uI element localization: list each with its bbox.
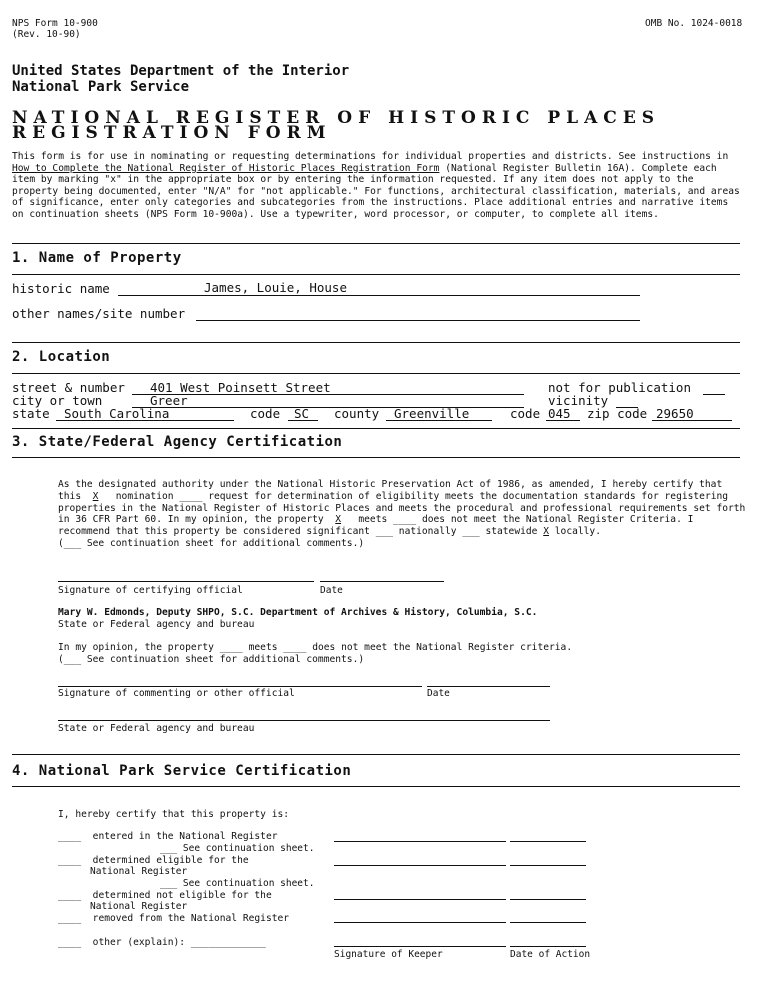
not-eligible-checkbox[interactable]: ____ xyxy=(58,890,82,901)
zip-value[interactable]: 29650 xyxy=(656,406,694,421)
not-for-publication-line xyxy=(703,394,725,395)
cert-paragraph-line4 xyxy=(58,514,718,526)
instructions-text-1: This form is for use in nominating or requesting determinations for individual properties and districts. See instructions in xyxy=(12,151,729,162)
form-revision: (Rev. 10-90) xyxy=(12,29,81,40)
action-date-line-1[interactable] xyxy=(510,841,586,842)
county-line xyxy=(386,420,492,421)
eligible-item-cont: National Register xyxy=(90,866,188,877)
divider xyxy=(12,373,740,374)
county-code-value[interactable]: 045 xyxy=(548,406,571,421)
nomination-mark[interactable]: X xyxy=(92,491,99,502)
bureau2-label: State or Federal agency and bureau xyxy=(58,723,255,734)
cert-paragraph-line3: properties in the National Register of Historic Places and meets the procedural and professional requirements set forth xyxy=(58,503,746,514)
other-checkbox[interactable]: ____ xyxy=(58,937,82,948)
street-label: street & number xyxy=(12,380,125,395)
cert-text: In my opinion, the property xyxy=(58,642,214,653)
cert-text: determined eligible for the xyxy=(92,855,249,866)
eligible-checkbox[interactable]: ____ xyxy=(58,855,82,866)
not-for-publication-label: not for publication xyxy=(548,380,691,395)
keeper-line-5[interactable] xyxy=(334,946,506,947)
form-title: NATIONAL REGISTER OF HISTORIC PLACES xyxy=(12,108,661,128)
state-label: state xyxy=(12,406,50,421)
nps-intro: I, hereby certify that this property is: xyxy=(58,809,290,820)
cert-text: other (explain): xyxy=(92,937,186,948)
cert-text: recommend that this property be considered significant xyxy=(58,526,370,537)
cert-text: See continuation sheet. xyxy=(182,843,315,854)
cert-text: does not meet the National Register Criteria. I xyxy=(421,514,694,525)
cert-text: meets xyxy=(248,642,278,653)
cert-text: does not meet the National Register criteria. xyxy=(312,642,573,653)
cert-text: determined not eligible for the xyxy=(92,890,272,901)
instructions xyxy=(12,151,742,221)
cert-text: in 36 CFR Part 60. In my opinion, the property xyxy=(58,514,324,525)
action-date-line-2[interactable] xyxy=(510,865,586,866)
form-number: NPS Form 10-900 xyxy=(12,18,98,29)
entered-continuation xyxy=(160,843,314,854)
cert-text: request for determination of eligibility meets the documentation standards for registering xyxy=(208,491,729,502)
other-names-label: other names/site number xyxy=(12,306,186,321)
bureau-label: State or Federal agency and bureau xyxy=(58,619,255,630)
cert-continuation-note: (___ See continuation sheet for additional comments.) xyxy=(58,538,365,549)
signature-label: Signature of certifying official xyxy=(58,585,243,596)
county-label: county xyxy=(334,406,380,421)
opinion-meets-mark[interactable]: ____ xyxy=(219,642,243,653)
divider xyxy=(12,457,740,458)
cert-text: nationally xyxy=(398,526,457,537)
street-value[interactable]: 401 West Poinsett Street xyxy=(150,380,331,395)
date-of-action-label: Date of Action xyxy=(510,949,591,960)
city-value[interactable]: Greer xyxy=(150,393,188,408)
historic-name-value[interactable]: James, Louie, House xyxy=(204,280,347,295)
divider xyxy=(12,274,740,275)
historic-name-line xyxy=(118,295,640,296)
cert-text: meets xyxy=(358,514,388,525)
state-code-label: code xyxy=(250,406,281,421)
county-value[interactable]: Greenville xyxy=(394,406,470,421)
county-code-line xyxy=(546,420,580,421)
locally-mark[interactable]: X xyxy=(543,526,549,537)
keeper-signature-label: Signature of Keeper xyxy=(334,949,443,960)
divider xyxy=(12,786,740,787)
section-3-heading: 3. State/Federal Agency Certification xyxy=(12,434,343,450)
entered-see-mark[interactable]: ___ xyxy=(160,843,178,854)
action-date-line-4[interactable] xyxy=(510,922,586,923)
county-code-label: code xyxy=(510,406,541,421)
entered-checkbox[interactable]: ____ xyxy=(58,831,82,842)
cert-paragraph-line2 xyxy=(58,491,729,503)
commenting-date-label: Date xyxy=(427,688,450,699)
instructions-text-2: (National Register Bulletin 16A). Complete each item by marking "x" in the appropriate box or by entering the information requested. If any item does not apply to the property being documented, enter "N/A" for "not applicable." For functions, architectural classification, materials, and areas of significance, enter only categories and subcategories from the instructions. Place additional entries and narrative items on continuation sheets (NPS Form 10-900a). Use a typewriter, word processor, or computer, to complete all items. xyxy=(12,162,740,220)
date-line[interactable] xyxy=(320,581,444,582)
certifying-official-name: Mary W. Edmonds, Deputy SHPO, S.C. Department of Archives & History, Columbia, S.C. xyxy=(58,607,538,618)
commenting-signature-line[interactable] xyxy=(58,686,422,687)
cert-text: entered in the National Register xyxy=(92,831,278,842)
cert-text: See continuation sheet. xyxy=(182,878,315,889)
divider xyxy=(12,243,740,244)
divider xyxy=(12,754,740,755)
section-1-heading: 1. Name of Property xyxy=(12,250,182,266)
action-date-line-3[interactable] xyxy=(510,899,586,900)
divider xyxy=(12,342,740,343)
request-mark[interactable]: ____ xyxy=(179,491,203,502)
statewide-mark[interactable]: ___ xyxy=(462,526,480,537)
street-line xyxy=(132,394,524,395)
keeper-line-2[interactable] xyxy=(334,865,506,866)
other-names-line xyxy=(196,320,640,321)
cert-text: locally. xyxy=(554,526,601,537)
cert-paragraph-line1: As the designated authority under the National Historic Preservation Act of 1986, as amended, I hereby certify that xyxy=(58,479,723,490)
zip-line xyxy=(652,420,732,421)
historic-name-label: historic name xyxy=(12,281,110,296)
zip-label: zip code xyxy=(587,406,648,421)
commenting-signature-label: Signature of commenting or other official xyxy=(58,688,295,699)
nationally-mark[interactable]: ___ xyxy=(375,526,394,537)
state-line xyxy=(56,420,234,421)
signature-line[interactable] xyxy=(58,581,314,582)
opinion-not-meet-mark[interactable]: ____ xyxy=(283,642,307,653)
form-subtitle: REGISTRATION FORM xyxy=(12,123,332,143)
state-code-value[interactable]: SC xyxy=(294,406,310,421)
opinion-line xyxy=(58,642,718,654)
cert-text: nomination xyxy=(115,491,174,502)
state-value[interactable]: South Carolina xyxy=(64,406,170,421)
agency-name: United States Department of the Interior xyxy=(12,63,350,79)
not-eligible-item-cont: National Register xyxy=(90,901,188,912)
date-label: Date xyxy=(320,585,343,596)
eligible-continuation xyxy=(160,878,314,889)
cert-text: removed from the National Register xyxy=(92,913,290,924)
commenting-date-line[interactable] xyxy=(427,686,550,687)
section-2-heading: 2. Location xyxy=(12,349,111,365)
removed-checkbox[interactable]: ____ xyxy=(58,913,82,924)
opinion-continuation-note: (___ See continuation sheet for additional comments.) xyxy=(58,654,365,665)
cert-text: this xyxy=(58,491,82,502)
cert-text: statewide xyxy=(485,526,538,537)
state-code-line xyxy=(288,420,318,421)
section-4-heading: 4. National Park Service Certification xyxy=(12,763,352,779)
divider xyxy=(12,428,740,429)
other-explain-field[interactable]: _____________ xyxy=(190,937,266,948)
keeper-line-1[interactable] xyxy=(334,841,506,842)
action-date-line-5[interactable] xyxy=(510,946,586,947)
keeper-line-4[interactable] xyxy=(334,922,506,923)
eligible-see-mark[interactable]: ___ xyxy=(160,878,178,889)
does-not-meet-mark[interactable]: ____ xyxy=(393,514,417,525)
vicinity-label: vicinity xyxy=(548,393,609,408)
agency-service: National Park Service xyxy=(12,79,190,95)
keeper-line-3[interactable] xyxy=(334,899,506,900)
meets-mark[interactable]: X xyxy=(335,514,342,525)
instructions-link[interactable]: How to Complete the National Register of Historic Places Registration Form xyxy=(12,162,440,174)
city-label: city or town xyxy=(12,393,103,408)
omb-number: OMB No. 1024-0018 xyxy=(645,18,743,29)
cert-paragraph-line5 xyxy=(58,526,718,538)
bureau2-line[interactable] xyxy=(58,720,550,721)
